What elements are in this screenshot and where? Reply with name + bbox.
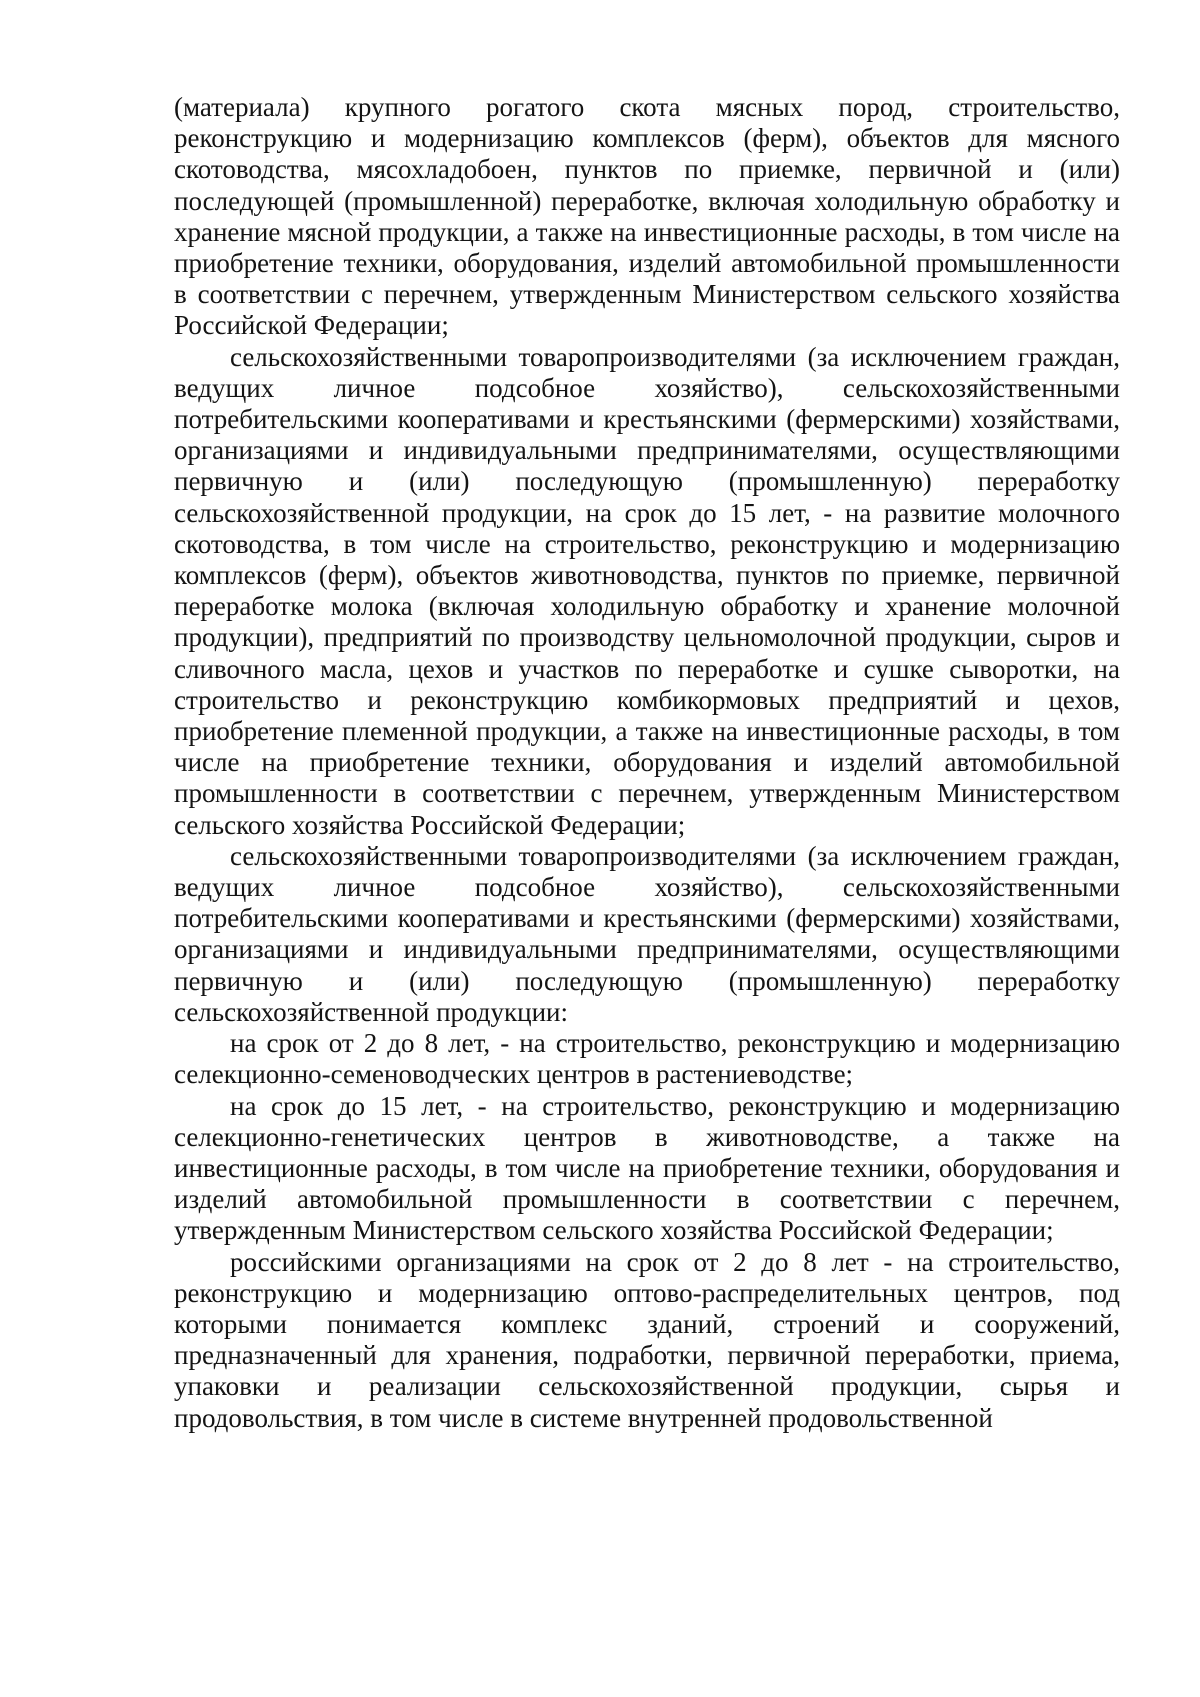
paragraph-producers: сельскохозяйственными товаропроизводителями (за исключением граждан, ведущих личное подсобное хозяйство), сельскохозяйственными потребительскими кооперативами и крестьянскими (фермерскими) хозяйствами, организациями и индивидуальными предпринимателями, осуществляющими первичную и (или) последующую (промышленную) переработку сельскохозяйственной продукции: (174, 840, 1120, 1027)
paragraph-dairy-farming: сельскохозяйственными товаропроизводителями (за исключением граждан, ведущих личное подсобное хозяйство), сельскохозяйственными потребительскими кооперативами и крестьянскими (фермерскими) хозяйствами, организациями и индивидуальными предпринимателями, осуществляющими первичную и (или) последующую (промышленную) переработку сельскохозяйственной продукции, на срок до 15 лет, - на развитие молочного скотоводства, в том числе на строительство, реконструкцию и модернизацию комплексов (ферм), объектов животноводства, пунктов по приемке, первичной переработке молока (включая холодильную обработку и хранение молочной продукции), предприятий по производству цельномолочной продукции, сыров и сливочного масла, цехов и участков по переработке и сушке сыворотки, на строительство и реконструкцию комбикормовых предприятий и цехов, приобретение племенной продукции, а также на инвестиционные расходы, в том числе на приобретение техники, оборудования и изделий автомобильной промышленности в соответствии с перечнем, утвержденным Министерством сельского хозяйства Российской Федерации; (174, 341, 1120, 840)
document-page (174, 92, 1120, 1434)
paragraph-seed-centers: на срок от 2 до 8 лет, - на строительство, реконструкцию и модернизацию селекционно-семеноводческих центров в растениеводстве; (174, 1028, 1120, 1090)
paragraph-wholesale-centers: российскими организациями на срок от 2 до 8 лет - на строительство, реконструкцию и модернизацию оптово-распределительных центров, под которыми понимается комплекс зданий, строений и сооружений, предназначенный для хранения, подработки, первичной переработки, приема, упаковки и реализации сельскохозяйственной продукции, сырья и продовольствия, в том числе в системе внутренней продовольственной (174, 1246, 1120, 1433)
paragraph-genetic-centers: на срок до 15 лет, - на строительство, реконструкцию и модернизацию селекционно-генетических центров в животноводстве, а также на инвестиционные расходы, в том числе на приобретение техники, оборудования и изделий автомобильной промышленности в соответствии с перечнем, утвержденным Министерством сельского хозяйства Российской Федерации; (174, 1090, 1120, 1246)
paragraph-continuation: (материала) крупного рогатого скота мясных пород, строительство, реконструкцию и модернизацию комплексов (ферм), объектов для мясного скотоводства, мясохладобоен, пунктов по приемке, первичной и (или) последующей (промышленной) переработке, включая холодильную обработку и хранение мясной продукции, а также на инвестиционные расходы, в том числе на приобретение техники, оборудования, изделий автомобильной промышленности в соответствии с перечнем, утвержденным Министерством сельского хозяйства Российской Федерации; (174, 92, 1120, 341)
